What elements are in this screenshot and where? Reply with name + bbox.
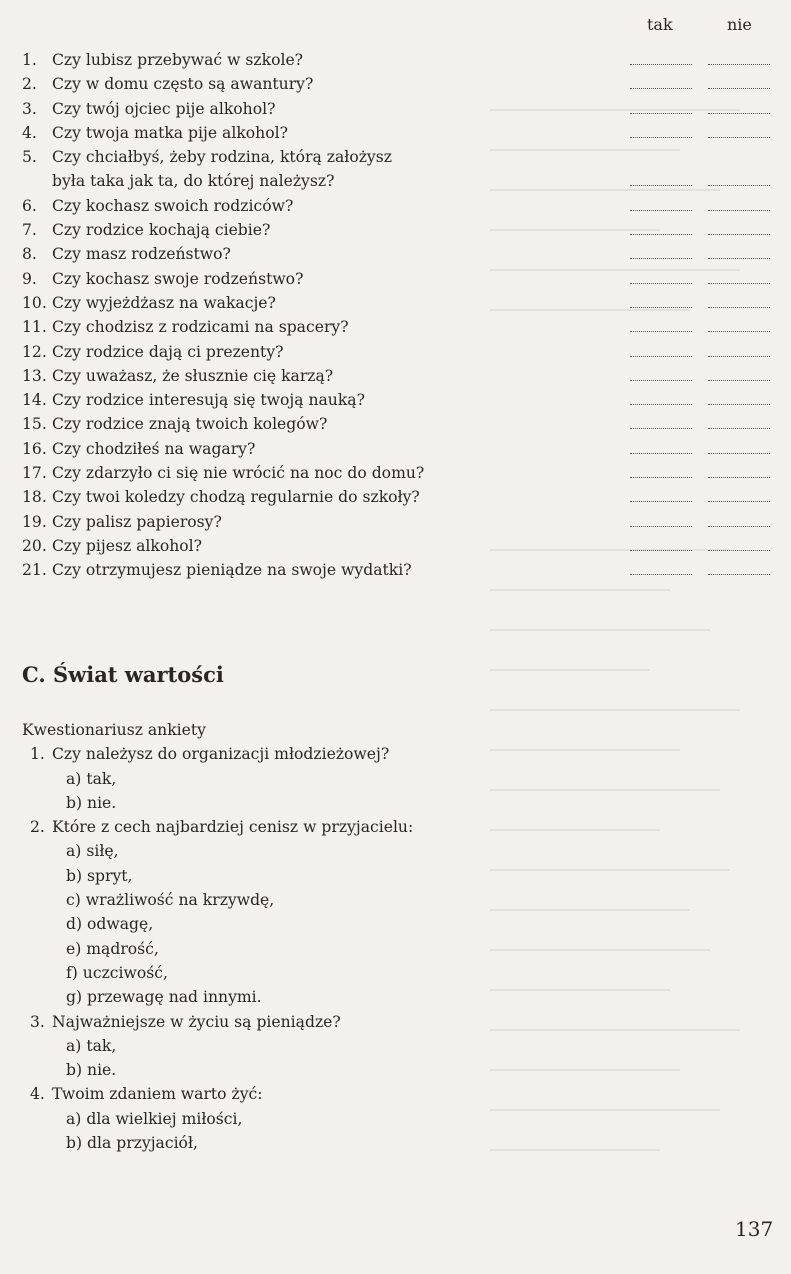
question-text: Czy chodziłeś na wagary?: [52, 439, 256, 458]
answer-line-nie[interactable]: [708, 283, 770, 284]
question-row: [22, 194, 782, 218]
question-text: Czy kochasz swoje rodzeństwo?: [52, 269, 304, 288]
question-text: Czy zdarzyło ci się nie wrócić na noc do domu?: [52, 464, 425, 483]
question-number: 3.: [22, 99, 37, 118]
answer-line-tak[interactable]: [630, 307, 692, 308]
answer-lines: [22, 526, 782, 527]
answer-lines: [22, 574, 782, 575]
question-text: Czy masz rodzeństwo?: [52, 245, 231, 264]
answer-lines: [22, 331, 782, 332]
questionnaire-option: g) przewagę nad innymi.: [66, 988, 262, 1007]
answer-line-nie[interactable]: [708, 356, 770, 357]
questionnaire-option: b) nie.: [66, 1061, 117, 1080]
question-number: 11.: [22, 318, 47, 337]
answer-lines: [22, 88, 782, 89]
question-text: Czy twoi koledzy chodzą regularnie do szkoły?: [52, 488, 420, 507]
questionnaire-question-number: 2.: [30, 818, 45, 837]
questionnaire-question: [22, 815, 762, 839]
questionnaire-question: [22, 742, 762, 766]
question-row: [22, 558, 782, 582]
question-row: [22, 97, 782, 121]
question-row: [22, 412, 782, 436]
question-row: [22, 485, 782, 509]
question-number: 4.: [22, 123, 37, 142]
questionnaire-title: Kwestionariusz ankiety: [22, 721, 206, 739]
question-text: Czy kochasz swoich rodziców?: [52, 196, 294, 215]
question-text: Czy rodzice dają ci prezenty?: [52, 342, 284, 361]
answer-line-tak[interactable]: [630, 64, 692, 65]
question-row: [22, 461, 782, 485]
question-text: Czy w domu często są awantury?: [52, 75, 314, 94]
question-text: Czy twój ojciec pije alkohol?: [52, 99, 276, 118]
answer-lines: [22, 356, 782, 357]
column-header-nie: nie: [727, 15, 752, 34]
question-number: 2.: [22, 75, 37, 94]
answer-lines: [22, 428, 782, 429]
questionnaire-option: a) tak,: [66, 1036, 117, 1055]
answer-line-tak[interactable]: [630, 283, 692, 284]
answer-line-nie[interactable]: [708, 307, 770, 308]
answer-line-tak[interactable]: [630, 210, 692, 211]
question-text: Czy rodzice kochają ciebie?: [52, 221, 271, 240]
question-text: Czy rodzice interesują się twoją nauką?: [52, 391, 365, 410]
answer-line-tak[interactable]: [630, 477, 692, 478]
question-row: [22, 121, 782, 145]
answer-line-nie[interactable]: [708, 258, 770, 259]
questionnaire-question: [22, 1010, 762, 1034]
question-row: [22, 218, 782, 242]
answer-line-nie[interactable]: [708, 210, 770, 211]
question-number: 18.: [22, 488, 47, 507]
questionnaire-question-text: Które z cech najbardziej cenisz w przyjacielu:: [52, 818, 414, 837]
answer-line-nie[interactable]: [708, 185, 770, 186]
questionnaire-question-number: 1.: [30, 745, 45, 764]
answer-line-nie[interactable]: [708, 453, 770, 454]
answer-lines: [22, 550, 782, 551]
question-number: 15.: [22, 415, 47, 434]
answer-lines: [22, 210, 782, 211]
answer-line-tak[interactable]: [630, 501, 692, 502]
answer-line-tak[interactable]: [630, 380, 692, 381]
answer-line-tak[interactable]: [630, 258, 692, 259]
question-row: [22, 315, 782, 339]
section-title: C. Świat wartości: [22, 662, 224, 687]
question-row: [22, 267, 782, 291]
questionnaire-question: [22, 1082, 762, 1106]
answer-lines: [22, 185, 782, 186]
question-row: [22, 364, 782, 388]
page-number: 137: [735, 1217, 774, 1241]
question-number: 17.: [22, 464, 47, 483]
answer-line-nie[interactable]: [708, 550, 770, 551]
questionnaire-option: a) tak,: [66, 769, 117, 788]
question-number: 6.: [22, 196, 37, 215]
question-text: Czy rodzice znają twoich kolegów?: [52, 415, 328, 434]
answer-line-tak[interactable]: [630, 404, 692, 405]
questionnaire-question-text: Czy należysz do organizacji młodzieżowej?: [52, 745, 390, 764]
answer-line-tak[interactable]: [630, 137, 692, 138]
question-number: 9.: [22, 269, 37, 288]
answer-line-tak[interactable]: [630, 356, 692, 357]
answer-line-nie[interactable]: [708, 331, 770, 332]
question-number: 16.: [22, 439, 47, 458]
answer-lines: [22, 307, 782, 308]
answer-line-tak[interactable]: [630, 526, 692, 527]
question-text: Czy pijesz alkohol?: [52, 536, 203, 555]
question-number: 19.: [22, 512, 47, 531]
question-number: 21.: [22, 561, 47, 580]
answer-lines: [22, 453, 782, 454]
answer-line-nie[interactable]: [708, 64, 770, 65]
question-number: 12.: [22, 342, 47, 361]
questionnaire-option: e) mądrość,: [66, 939, 159, 958]
questionnaire-question-text: Twoim zdaniem warto żyć:: [52, 1085, 263, 1104]
answer-line-nie[interactable]: [708, 404, 770, 405]
answer-line-tak[interactable]: [630, 234, 692, 235]
answer-line-nie[interactable]: [708, 113, 770, 114]
answer-lines: [22, 477, 782, 478]
answer-line-nie[interactable]: [708, 574, 770, 575]
answer-lines: [22, 501, 782, 502]
answer-lines: [22, 113, 782, 114]
question-row: [22, 340, 782, 364]
column-header-tak: tak: [647, 15, 673, 34]
question-text: Czy chodzisz z rodzicami na spacery?: [52, 318, 349, 337]
questionnaire-option: b) spryt,: [66, 866, 133, 885]
answer-line-nie[interactable]: [708, 501, 770, 502]
questionnaire-question-number: 3.: [30, 1012, 45, 1031]
question-row: [22, 72, 782, 96]
question-number: 10.: [22, 293, 47, 312]
questionnaire-option: a) dla wielkiej miłości,: [66, 1109, 243, 1128]
answer-lines: [22, 64, 782, 65]
answer-line-nie[interactable]: [708, 234, 770, 235]
answer-line-tak[interactable]: [630, 185, 692, 186]
question-row: [22, 242, 782, 266]
questionnaire: [22, 718, 762, 1155]
question-text: Czy otrzymujesz pieniądze na swoje wydatki?: [52, 561, 412, 580]
answer-lines: [22, 283, 782, 284]
answer-lines: [22, 234, 782, 235]
question-number: 8.: [22, 245, 37, 264]
questionnaire-option: a) siłę,: [66, 842, 119, 861]
questionnaire-question-text: Najważniejsze w życiu są pieniądze?: [52, 1012, 341, 1031]
question-number: 20.: [22, 536, 47, 555]
question-row: [22, 510, 782, 534]
answer-line-nie[interactable]: [708, 526, 770, 527]
answer-line-tak[interactable]: [630, 428, 692, 429]
question-row: [22, 145, 782, 169]
question-text-continuation: była taka jak ta, do której należysz?: [52, 172, 335, 191]
questionnaire-option: b) dla przyjaciół,: [66, 1134, 198, 1153]
question-number: 1.: [22, 51, 37, 69]
answer-line-tak[interactable]: [630, 113, 692, 114]
answer-line-nie[interactable]: [708, 477, 770, 478]
question-row: [22, 388, 782, 412]
question-text: Czy uważasz, że słusznie cię karzą?: [52, 366, 334, 385]
question-number: 14.: [22, 391, 47, 410]
question-text: Czy wyjeżdżasz na wakacje?: [52, 293, 276, 312]
answer-line-tak[interactable]: [630, 574, 692, 575]
question-number: 13.: [22, 366, 47, 385]
questionnaire-option: b) nie.: [66, 793, 117, 812]
question-row: [22, 48, 782, 72]
question-row: [22, 534, 782, 558]
answer-line-nie[interactable]: [708, 137, 770, 138]
question-list: [22, 48, 782, 583]
answer-line-nie[interactable]: [708, 88, 770, 89]
question-row-continuation: [22, 169, 782, 193]
questionnaire-option: c) wrażliwość na krzywdę,: [66, 891, 275, 910]
answer-line-nie[interactable]: [708, 380, 770, 381]
question-number: 7.: [22, 221, 37, 240]
answer-lines: [22, 258, 782, 259]
answer-lines: [22, 380, 782, 381]
question-text: Czy lubisz przebywać w szkole?: [52, 51, 304, 69]
questionnaire-question-number: 4.: [30, 1085, 45, 1104]
answer-line-tak[interactable]: [630, 453, 692, 454]
questionnaire-option: f) uczciwość,: [66, 963, 168, 982]
question-number: 5.: [22, 148, 37, 167]
answer-line-nie[interactable]: [708, 428, 770, 429]
answer-lines: [22, 404, 782, 405]
questionnaire-option: d) odwagę,: [66, 915, 154, 934]
question-text: Czy twoja matka pije alkohol?: [52, 123, 288, 142]
answer-lines: [22, 137, 782, 138]
answer-line-tak[interactable]: [630, 331, 692, 332]
answer-line-tak[interactable]: [630, 550, 692, 551]
question-row: [22, 437, 782, 461]
answer-line-tak[interactable]: [630, 88, 692, 89]
question-row: [22, 291, 782, 315]
question-text: Czy palisz papierosy?: [52, 512, 222, 531]
question-text: Czy chciałbyś, żeby rodzina, którą założysz: [52, 148, 392, 167]
